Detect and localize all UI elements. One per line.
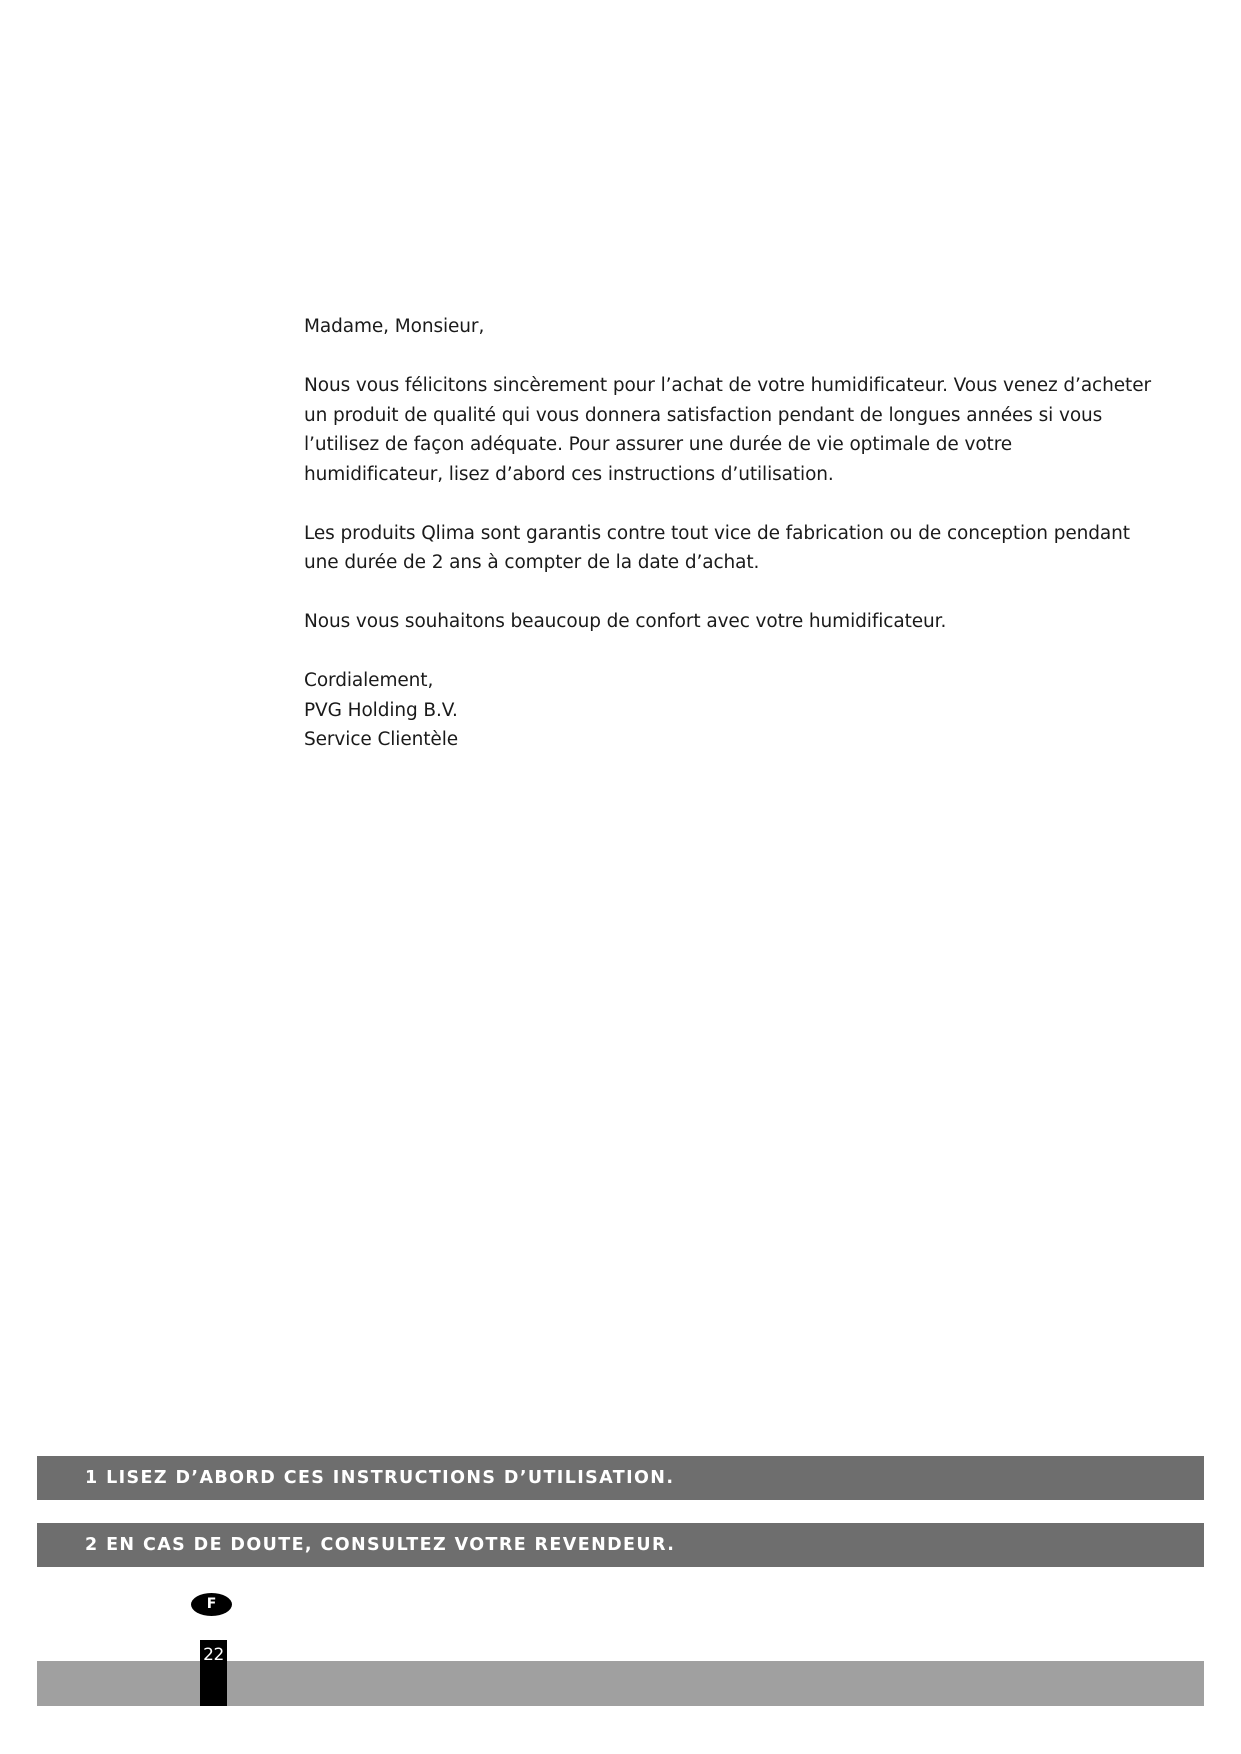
paragraph-1-line: humidificateur, lisez d’abord ces instructions d’utilisation. bbox=[304, 463, 834, 485]
paragraph-1-line: Nous vous félicitons sincèrement pour l’achat de votre humidificateur. Vous venez d’acheter bbox=[304, 375, 1151, 396]
letter-paragraph-2 bbox=[304, 519, 1130, 578]
signature-closing: Cordialement, bbox=[304, 670, 434, 691]
signature-department: Service Clientèle bbox=[304, 729, 459, 750]
paragraph-2-line: une durée de 2 ans à compter de la date d’achat. bbox=[304, 552, 760, 573]
paragraph-1-line: un produit de qualité qui vous donnera satisfaction pendant de longues années si vous bbox=[304, 404, 1103, 426]
instruction-banner-2: 2 EN CAS DE DOUTE, CONSULTEZ VOTRE REVENDEUR. bbox=[37, 1523, 1204, 1567]
signature-company: PVG Holding B.V. bbox=[304, 699, 458, 721]
letter-signature bbox=[304, 666, 1124, 755]
paragraph-2-line: Les produits Qlima sont garantis contre tout vice de fabrication ou de conception pendant bbox=[304, 522, 1130, 544]
letter-body bbox=[304, 312, 1151, 784]
letter-paragraph-3: Nous vous souhaitons beaucoup de confort avec votre humidificateur. bbox=[304, 611, 947, 632]
letter-greeting: Madame, Monsieur, bbox=[304, 316, 485, 337]
letter-paragraph-1 bbox=[304, 371, 1151, 489]
instruction-banner-1: 1 LISEZ D’ABORD CES INSTRUCTIONS D’UTILISATION. bbox=[37, 1456, 1204, 1500]
paragraph-1-line: l’utilisez de façon adéquate. Pour assurer une durée de vie optimale de votre bbox=[304, 434, 1013, 455]
page-number: 22 bbox=[200, 1640, 227, 1706]
language-badge: F bbox=[191, 1593, 232, 1616]
